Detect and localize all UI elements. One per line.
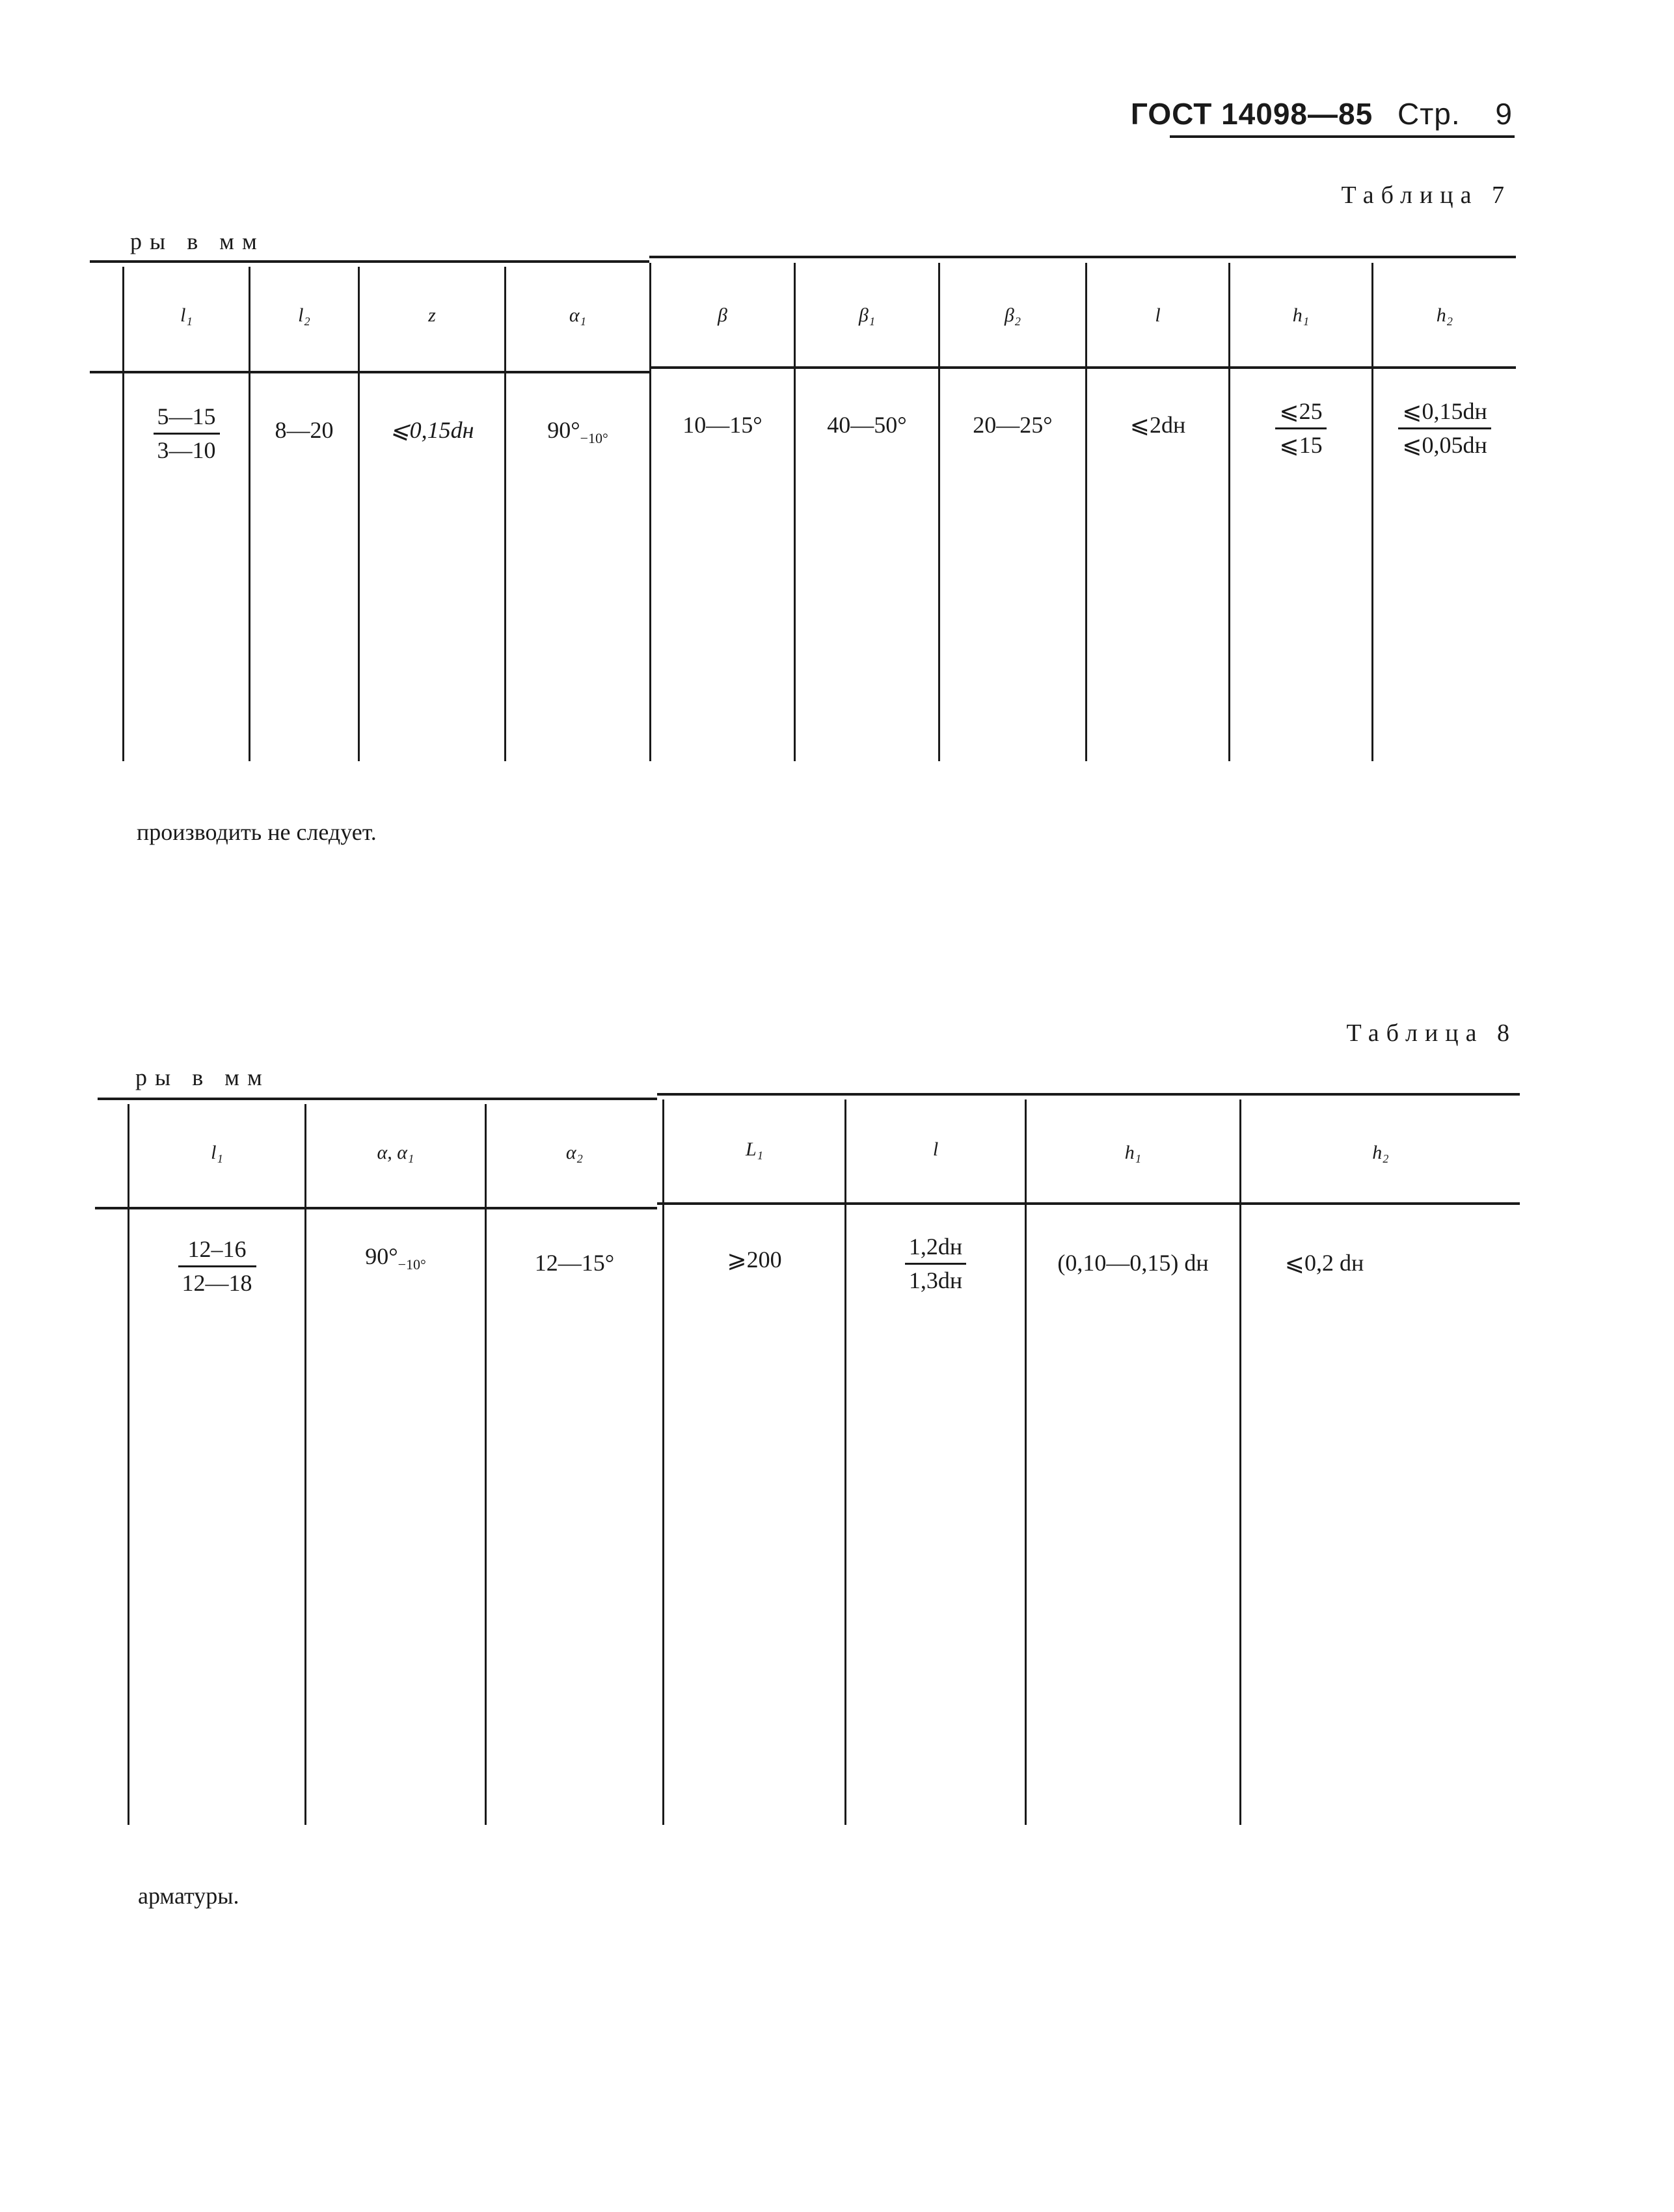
table8-note: арматуры. [138,1883,239,1909]
table7-caption: Таблица 7 [1341,182,1511,209]
table8-value-alpha-alpha1 [306,1243,485,1273]
table7-header-z: z [428,304,436,326]
header-rule [1170,135,1515,138]
table8-top-rule-left [98,1098,657,1100]
table8-header-rule-left [95,1207,657,1209]
table7-value-h1 [1230,398,1371,459]
table8-l-numerator: 1,2dн [905,1234,966,1265]
table7-value-beta: 10—15° [682,412,763,438]
table8-value-l1 [129,1236,304,1297]
table8-header-l1: l₁ [211,1142,223,1163]
table7-col-rule [249,267,250,761]
standard-number: ГОСТ 14098—85 [1130,97,1373,131]
table7-value-l: ⩽2dн [1129,412,1186,438]
table8-alpha-tolerance: −10° [398,1256,426,1273]
table7-col-rule [358,267,360,761]
table7-header-rule-right [649,366,1516,369]
table8-l1-denominator: 12—18 [182,1270,252,1297]
table7-header-rule-left [90,371,649,373]
table8-col-rule [662,1099,664,1825]
table7-l1-denominator: 3—10 [157,437,216,464]
table8-col-rule [844,1099,846,1825]
table7-header-h1: h₁ [1292,304,1310,326]
table8-col-rule [1025,1099,1027,1825]
table8-value-L1: ⩾200 [727,1247,782,1273]
table7-value-l1 [124,403,249,465]
table7-value-h2 [1373,398,1516,459]
table7-col-rule [794,263,796,761]
table8-alpha-nominal: 90° [365,1243,398,1269]
table8-header-rule-right [657,1202,1520,1205]
table7-col-rule [504,267,506,761]
table8-col-rule [1239,1099,1241,1825]
table7-header-alpha1: α₁ [569,304,587,326]
table8-value-h1: (0,10—0,15) dн [1057,1250,1209,1276]
page-header [1131,96,1513,131]
page-number: 9 [1495,97,1513,131]
table7-header-l1: l₁ [180,304,193,326]
table7-h1-numerator: ⩽25 [1275,398,1326,429]
table7-value-beta1: 40—50° [827,412,907,438]
table7-alpha1-nominal: 90° [547,417,580,443]
table7-h2-denominator: ⩽0,05dн [1402,432,1487,459]
table7-value-l2: 8—20 [275,417,334,443]
table7-note: производить не следует. [137,819,377,845]
table8-units: ры в мм [135,1064,270,1090]
table7-header-l: l [1155,304,1161,326]
table7-h1-denominator: ⩽15 [1279,432,1323,459]
table7-alpha1-tolerance: −10° [580,430,608,447]
table7-header-h2: h₂ [1436,304,1453,326]
table7-top-rule-right [649,256,1516,258]
table7-value-beta2: 20—25° [973,412,1053,438]
table7-value-z: ⩽0,15dн [390,417,474,443]
table8-l1-numerator: 12–16 [178,1236,256,1267]
page-label: Стр. [1397,97,1461,131]
table8-value-l [846,1234,1025,1295]
table8-header-h1: h₁ [1124,1142,1142,1163]
table8-value-alpha2: 12—15° [534,1250,615,1276]
table8-top-rule-right [657,1093,1520,1096]
table8-col-rule [485,1104,487,1825]
table7-col-rule [1371,263,1373,761]
table8-col-rule [128,1104,129,1825]
table8-header-alpha2: α₂ [565,1142,584,1163]
table8-header-h2: h₂ [1372,1142,1389,1163]
table7-col-rule [122,267,124,761]
table7-col-rule [1228,263,1230,761]
table7-col-rule [649,263,651,761]
table8-header-L1: L₁ [745,1139,764,1160]
table7-value-alpha1 [506,416,649,447]
table8-col-rule [304,1104,306,1825]
table7-col-rule [1085,263,1087,761]
table7-col-rule [938,263,940,761]
table8-l-denominator: 1,3dн [908,1267,963,1294]
table7-header-l2: l₂ [298,304,310,326]
table8-header-alpha-alpha1: α, α₁ [377,1142,414,1163]
table7-units: ры в мм [130,228,265,254]
table7-header-beta: β [718,304,727,326]
table7-l1-numerator: 5—15 [154,403,220,435]
table8-caption: Таблица 8 [1346,1019,1517,1047]
table7-header-beta1: β₁ [858,304,876,326]
table8-header-l: l [932,1139,939,1160]
table7-header-beta2: β₂ [1004,304,1021,326]
table7-h2-numerator: ⩽0,15dн [1398,398,1491,429]
table8-value-h2: ⩽0,2 dн [1284,1250,1364,1276]
table7-top-rule-left [90,260,649,263]
